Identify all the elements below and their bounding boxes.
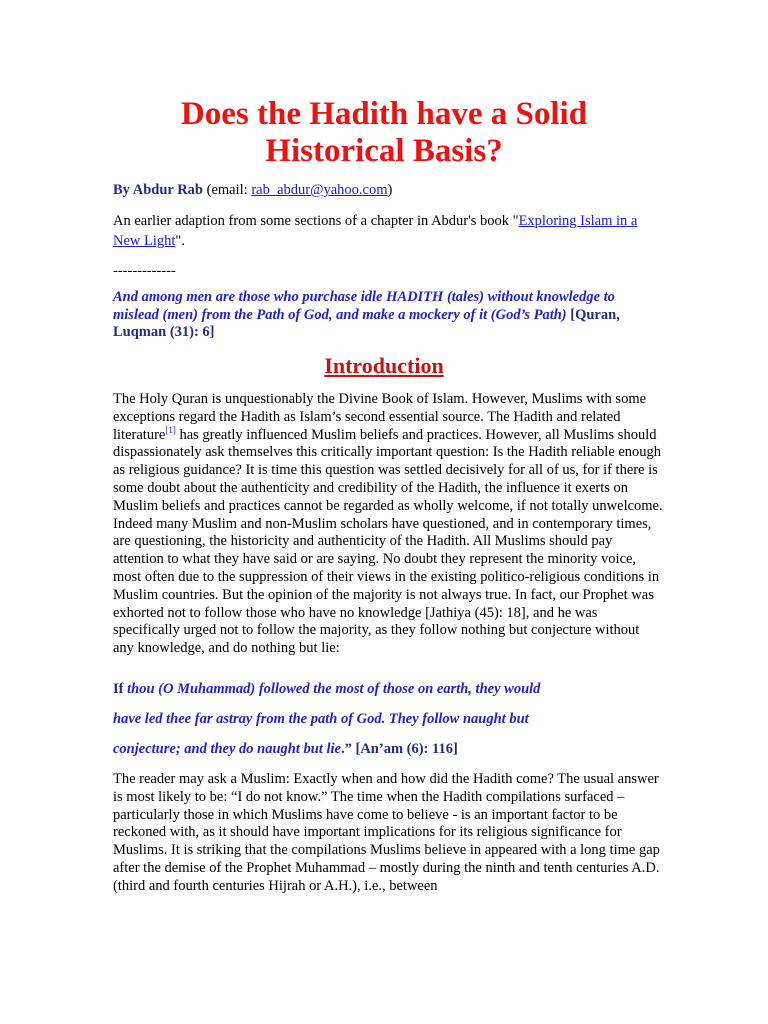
epigraph-text: And among men are those who purchase idle HADITH (tales) without knowledge to mislead (men) from the Path of God, and make a mockery of it (God’s Path) (113, 289, 615, 323)
quote-line-1-text: thou (O Muhammad) followed the most of those on earth, they would (127, 681, 541, 697)
author-name: By Abdur Rab (113, 182, 203, 198)
title-line-2: Historical Basis? (265, 133, 503, 169)
intro-text: An earlier adaption from some sections of a chapter in Abdur's book " (113, 213, 519, 229)
footnote-link[interactable]: [1] (165, 424, 176, 435)
book-link[interactable]: Exploring Islam in a New Light (113, 213, 638, 249)
quote-close: .” (341, 741, 356, 757)
paragraph-1 (113, 391, 663, 658)
paragraph-1-text-cont: has greatly influenced Muslim beliefs and practices. However, all Muslims should dispassionately ask themselves this critically important question: Is the Hadith reliable enough as religious guidance? It is time this question was settled decisively for all of us, for if there is some doubt about the authenticity and credibility of the Hadith, the influence it exerts on Muslim beliefs and practices cannot be regarded as wholly welcome, if not totally unwelcome. Indeed many Muslim and non-Muslim scholars have questioned, and in contemporary times, are questioning, the historicity and authenticity of the Hadith. All Muslims should pay attention to what they have said or are saying. No doubt they represent the minority voice, most often due to the suppression of their views in the existing politico-religious conditions in Muslim countries. But the opinion of the majority is not always true. In fact, our Prophet was exhorted not to follow those who have no knowledge [Jathiya (45): 18], and he was specifically urged not to follow the majority, as they follow nothing but conjecture without any knowledge, and do nothing but lie: (113, 426, 663, 657)
email-link[interactable]: rab_abdur@yahoo.com (251, 182, 388, 198)
epigraph (113, 289, 663, 342)
email-prefix: (email: (203, 182, 252, 198)
quote-lead: If (113, 681, 128, 697)
quran-quote-line-2: have led thee far astray from the path of God. They follow naught but (113, 711, 529, 727)
quote-line-3-text: conjecture; and they do naught but lie (113, 741, 341, 757)
quran-quote-line-3 (113, 740, 458, 758)
epigraph-reference: [Quran, Luqman (31): 6] (113, 306, 620, 340)
intro-text-end: ". (175, 233, 185, 249)
quote-reference: [An’am (6): 116] (355, 741, 458, 757)
quran-quote-line-1 (113, 680, 540, 698)
separator: ------------- (113, 263, 176, 279)
email-suffix: ) (387, 182, 393, 198)
section-heading: Introduction (324, 353, 444, 378)
byline (113, 181, 392, 200)
paragraph-1-text: The Holy Quran is unquestionably the Divine Book of Islam. However, Muslims with some exceptions regard the Hadith as Islam’s second essential source. The Hadith and related literature (113, 391, 647, 443)
title-line-1: Does the Hadith have a Solid (180, 96, 588, 132)
paragraph-2: The reader may ask a Muslim: Exactly when and how did the Hadith come? The usual answer is most likely to be: “I do not know.” The time when the Hadith compilations surfaced – particularly those in which Muslims have come to believe - is an important factor to be reckoned with, as it should have important implications for its religious significance for Muslims. It is striking that the compilations Muslims believe in appeared with a long time gap after the demise of the Prophet Muhammad – mostly during the ninth and tenth centuries A.D. (third and fourth centuries Hijrah or A.H.), i.e., between (113, 771, 660, 894)
intro-note (113, 211, 658, 251)
document-title (100, 96, 668, 170)
